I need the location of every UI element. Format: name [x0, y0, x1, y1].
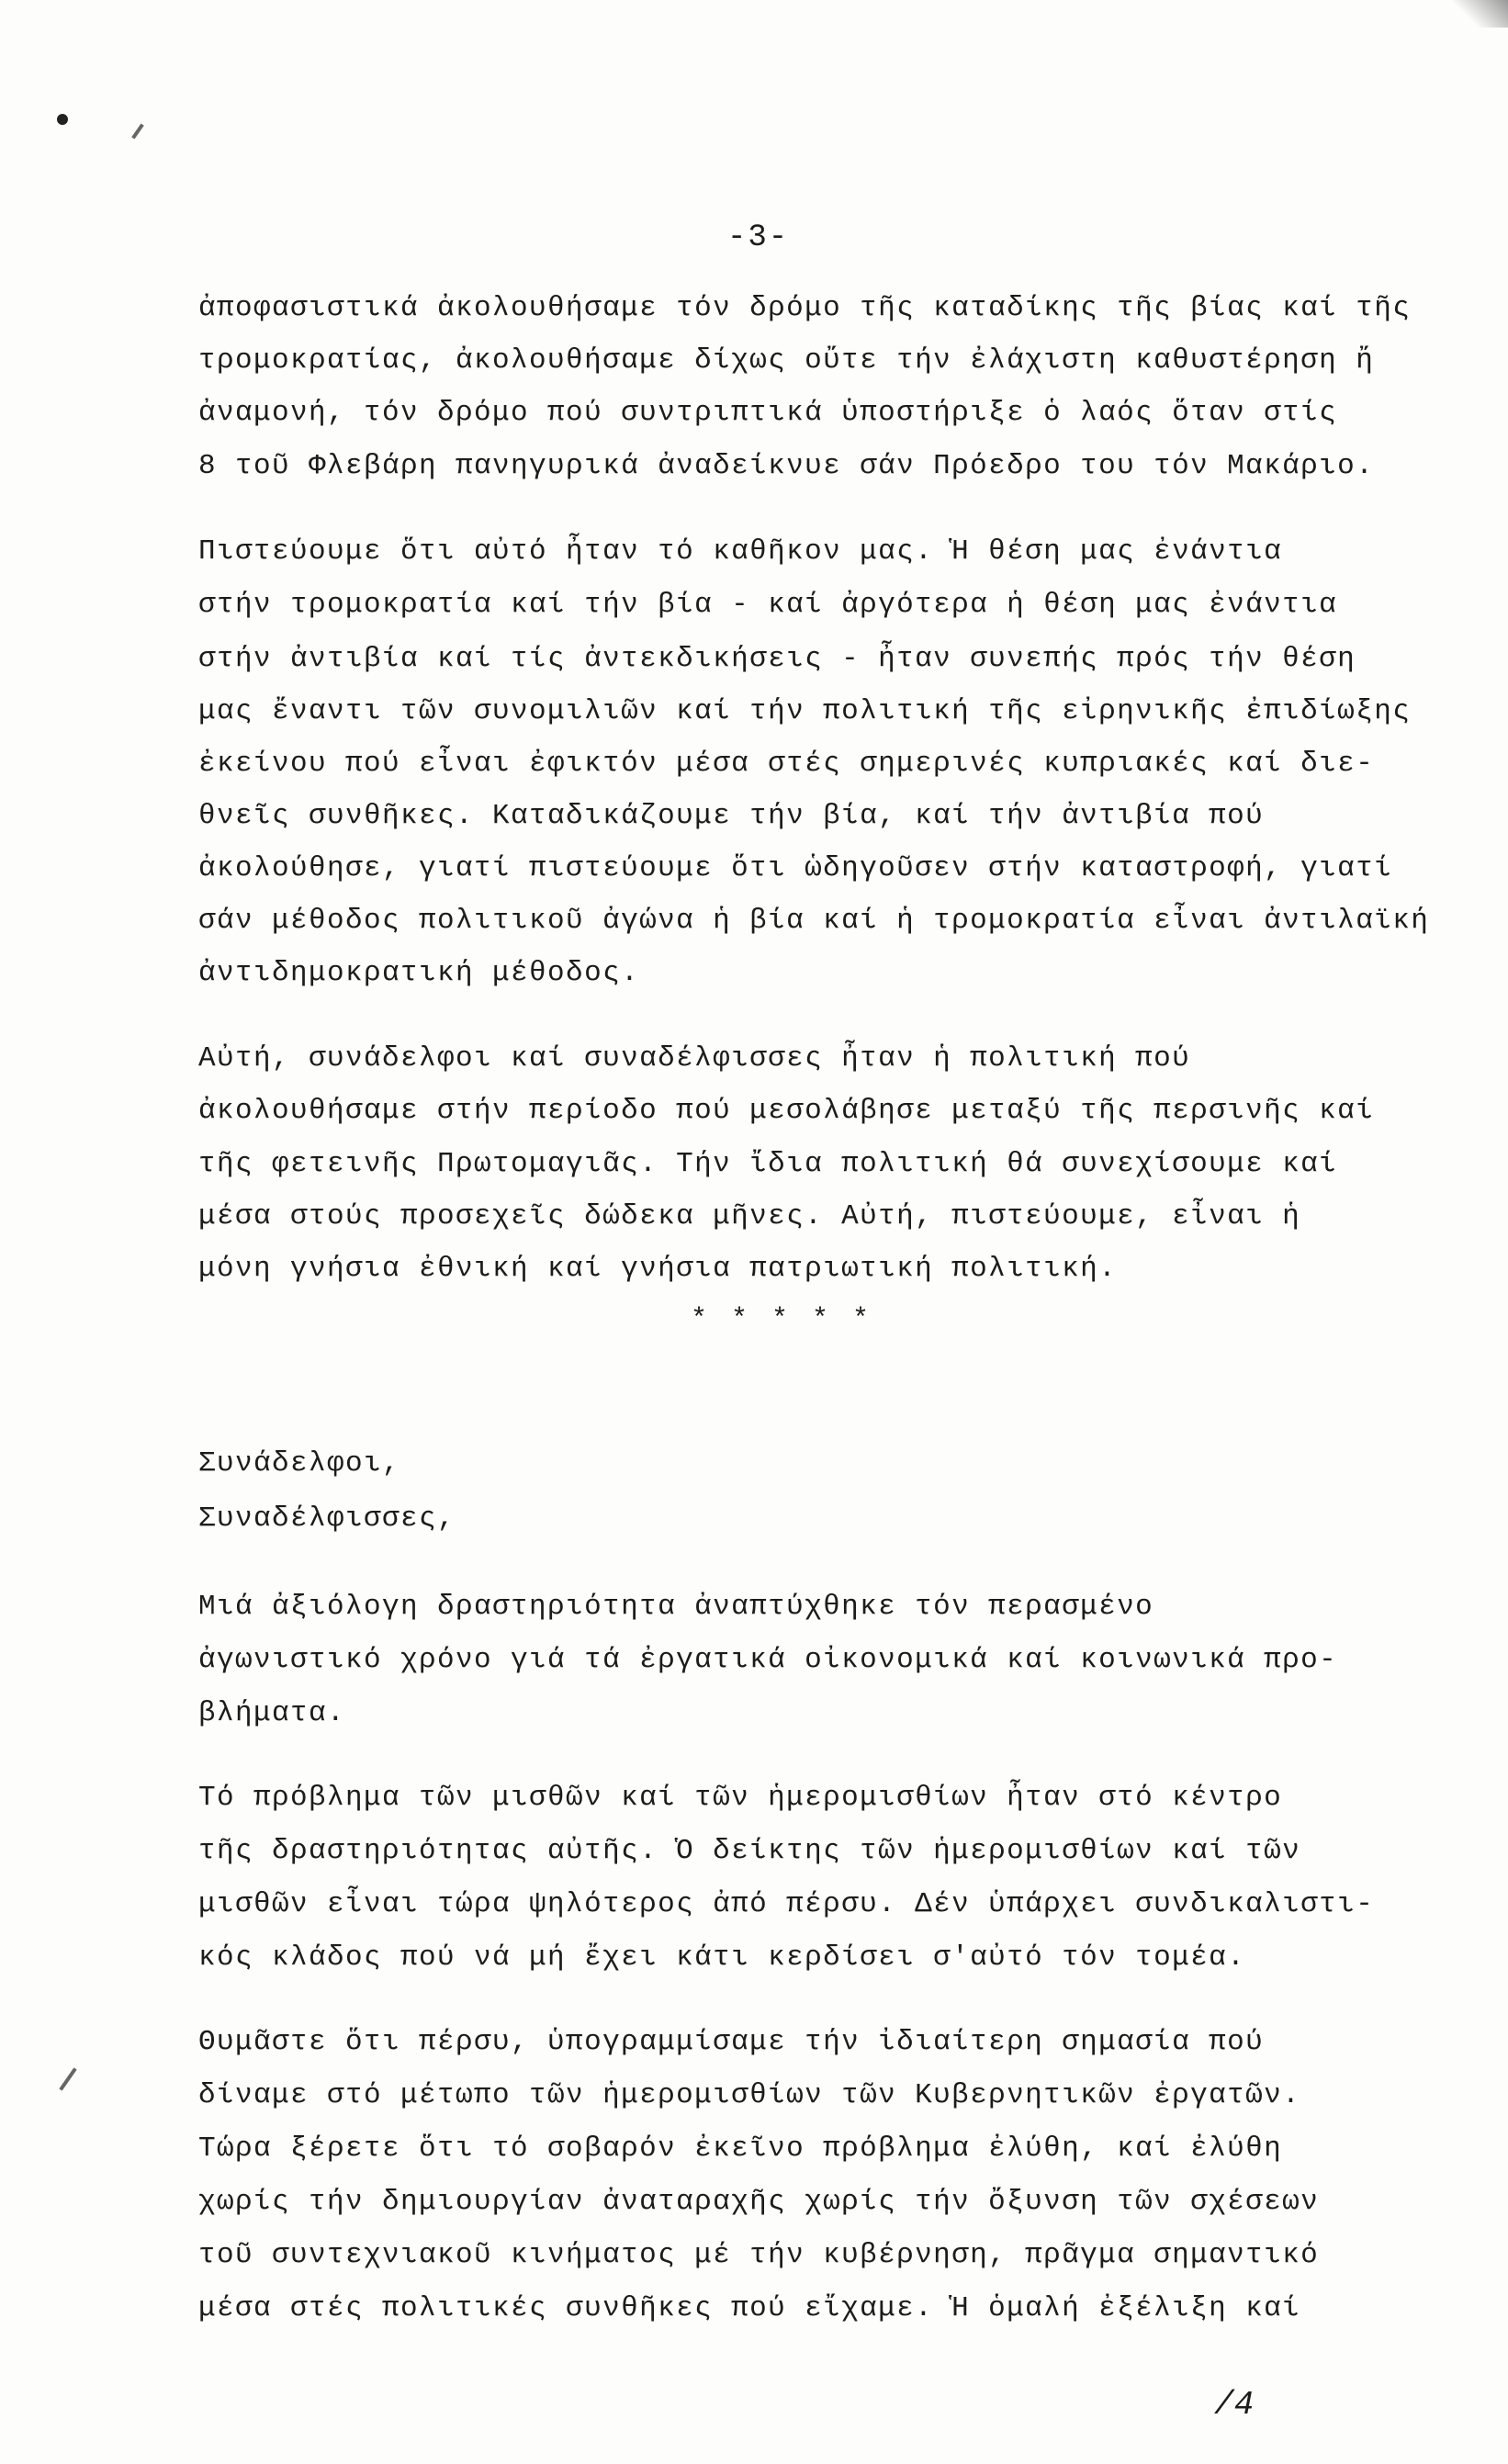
text-line: στήν τρομοκρατία καί τήν βία - καί ἀργότερα ἡ θέση μας ἐνάντια — [198, 589, 1338, 621]
text-line: ἀκολουθήσαμε στήν περίοδο πού μεσολάβησε μεταξύ τῆς περσινῆς καί — [198, 1095, 1375, 1127]
text-line: Πιστεύουμε ὅτι αὐτό ἦταν τό καθῆκον μας. Ἡ θέση μας ἐνάντια — [198, 535, 1283, 568]
text-line: τῆς φετεινῆς Πρωτομαγιᾶς. Τήν ἴδια πολιτική θά συνεχίσουμε καί — [198, 1148, 1338, 1180]
page-number: -3- — [727, 220, 790, 255]
text-line: μέσα στές πολιτικές συνθῆκες πού εἴχαμε. Ἡ ὁμαλή ἐξέλιξη καί — [198, 2292, 1301, 2324]
text-line: Μιά ἀξιόλογη δραστηριότητα ἀναπτύχθηκε τόν περασμένο — [198, 1591, 1154, 1623]
scan-corner-shadow — [1453, 0, 1508, 28]
section-separator: * * * * * — [691, 1304, 873, 1335]
text-line: σάν μέθοδος πολιτικοῦ ἀγώνα ἡ βία καί ἡ τρομοκρατία εἶναι ἀντιλαϊκή — [198, 905, 1430, 937]
scan-mark — [59, 2067, 76, 2090]
text-line: χωρίς τήν δημιουργίαν ἀναταραχῆς χωρίς τήν ὄξυνση τῶν σχέσεων — [198, 2186, 1320, 2218]
text-line: θνεῖς συνθῆκες. Καταδικάζουμε τήν βία, καί τήν ἀντιβία πού — [198, 800, 1265, 832]
text-line: ἀναμονή, τόν δρόμο πού συντριπτικά ὑποστήριξε ὁ λαός ὅταν στίς — [198, 397, 1338, 429]
text-line: τρομοκρατίας, ἀκολουθήσαμε δίχως οὔτε τήν ἐλάχιστη καθυστέρηση ἤ — [198, 344, 1375, 377]
text-line: Θυμᾶστε ὅτι πέρσυ, ὑπογραμμίσαμε τήν ἰδιαίτερη σημασία πού — [198, 2026, 1265, 2058]
text-line: βλήματα. — [198, 1697, 346, 1729]
scan-speck — [57, 114, 68, 125]
text-line: κός κλάδος πού νά μή ἔχει κάτι κερδίσει σ'αὐτό τόν τομέα. — [198, 1941, 1246, 1974]
text-line: τῆς δραστηριότητας αὐτῆς. Ὁ δείκτης τῶν ἡμερομισθίων καί τῶν — [198, 1835, 1301, 1867]
text-line: Αὐτή, συνάδελφοι καί συναδέλφισσες ἦταν ἡ πολιτική πού — [198, 1042, 1191, 1074]
scan-mark — [131, 123, 144, 139]
text-line: ἀκολούθησε, γιατί πιστεύουμε ὅτι ὡδηγοῦσεν στήν καταστροφή, γιατί — [198, 852, 1393, 884]
text-line: μέσα στούς προσεχεῖς δώδεκα μῆνες. Αὐτή, πιστεύουμε, εἶναι ἡ — [198, 1200, 1301, 1232]
text-line: Τό πρόβλημα τῶν μισθῶν καί τῶν ἡμερομισθίων ἦταν στό κέντρο — [198, 1782, 1283, 1814]
text-line: μας ἔναντι τῶν συνομιλιῶν καί τήν πολιτική τῆς εἰρηνικῆς ἐπιδίωξης — [198, 695, 1412, 727]
salutation-line: Συναδέλφισσες, — [198, 1502, 456, 1535]
text-line: Τώρα ξέρετε ὅτι τό σοβαρόν ἐκεῖνο πρόβλημα ἐλύθη, καί ἐλύθη — [198, 2132, 1283, 2165]
salutation-line: Συνάδελφοι, — [198, 1447, 401, 1480]
text-line: στήν ἀντιβία καί τίς ἀντεκδικήσεις - ἦταν συνεπής πρός τήν θέση — [198, 643, 1356, 675]
text-line: δίναμε στό μέτωπο τῶν ἡμερομισθίων τῶν Κυβερνητικῶν ἐργατῶν. — [198, 2079, 1301, 2111]
next-page-reference: /4 — [1214, 2386, 1255, 2424]
text-line: μισθῶν εἶναι τώρα ψηλότερος ἀπό πέρσυ. Δέν ὑπάρχει συνδικαλιστι- — [198, 1888, 1375, 1920]
text-line: τοῦ συντεχνιακοῦ κινήματος μέ τήν κυβέρνηση, πρᾶγμα σημαντικό — [198, 2239, 1320, 2271]
text-line: μόνη γνήσια ἐθνική καί γνήσια πατριωτική πολιτική. — [198, 1253, 1118, 1285]
text-line: ἐκείνου πού εἶναι ἐφικτόν μέσα στές σημερινές κυπριακές καί διε- — [198, 748, 1375, 780]
text-line: 8 τοῦ Φλεβάρη πανηγυρικά ἀναδείκνυε σάν Πρόεδρο του τόν Μακάριο. — [198, 450, 1375, 482]
text-line: ἀποφασιστικά ἀκολουθήσαμε τόν δρόμο τῆς καταδίκης τῆς βίας καί τῆς — [198, 292, 1412, 324]
text-line: ἀντιδημοκρατική μέθοδος. — [198, 957, 640, 989]
text-line: ἀγωνιστικό χρόνο γιά τά ἐργατικά οἰκονομικά καί κοινωνικά προ- — [198, 1644, 1338, 1676]
